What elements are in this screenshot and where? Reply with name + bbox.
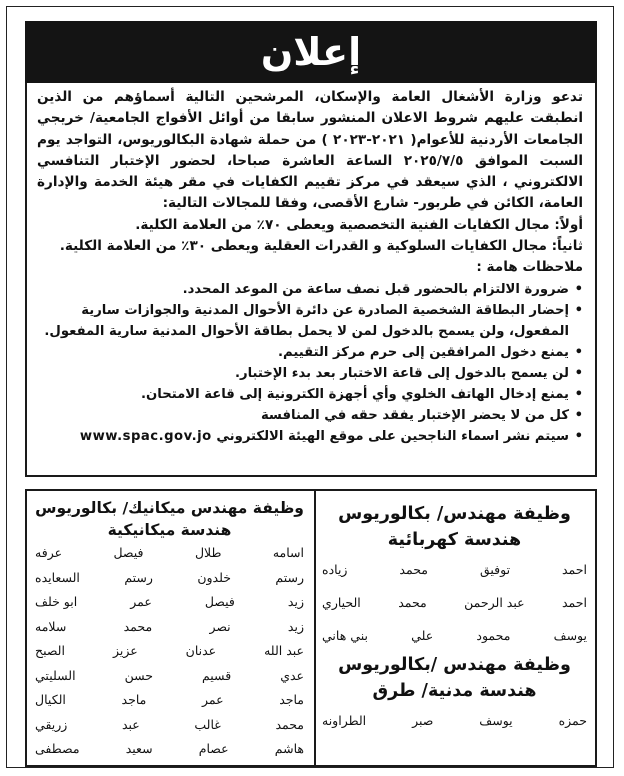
civil-job-title: وظيفة مهندس /بكالوريوس هندسة مدنية/ طرق [338,655,571,701]
candidate-row [35,713,304,738]
candidate-name-part: محمد [123,618,153,634]
candidate-row [35,639,304,664]
candidate-name-part: سعيد [125,741,153,756]
candidate-name-part: ماجد [121,692,147,707]
candidate-name-part: مصطفى [35,741,80,756]
candidate-name-part: ماجد [279,692,304,707]
candidate-name-part: عبد الرحمن [464,595,525,610]
candidate-name-part: الكيال [35,692,66,707]
electrical-names-list [322,553,587,652]
candidate-name-part: غالب [194,716,221,732]
candidate-name-part: سلامه [35,618,67,634]
website-note-text: سيتم نشر اسماء الناجحين على موقع الهيئة الالكتروني [216,428,569,444]
candidate-name-part: زيد [287,594,304,609]
electrical-job-title: وظيفة مهندس/ بكالوريوس هندسة كهربائية [338,504,571,550]
candidate-name-part: عزيز [112,643,138,658]
candidate-name-part: بني هاني [322,628,368,643]
candidate-name-part: احمد [562,595,587,610]
mechanical-job-title: وظيفة مهندس ميكانيك/ بكالوريوس هندسة ميكانيكية [35,499,304,539]
candidate-name-part: نصر [209,618,231,634]
candidate-name-part: عبد الله [264,643,304,658]
note-item: • إحضار البطاقة الشخصية الصادرة عن دائرة الأحوال المدنية والجوازات سارية المفعول، ولن يسمح بالدخول لمن لا يحمل بطاقة الأحوال المدنية سارية المفعول. [37,300,583,342]
candidate-name-part: احمد [562,562,587,577]
candidate-name-part: محمد [399,562,428,577]
candidate-row [35,590,304,615]
candidate-name-part: عدي [280,667,304,683]
candidate-row [35,664,304,689]
candidate-name-part: الطراونه [322,713,367,728]
candidate-name-part: محمد [398,595,427,610]
candidate-name-part: توفيق [479,562,511,577]
candidate-row [322,586,587,619]
announcement-page [6,6,614,768]
intro-paragraph: تدعو وزارة الأشغال العامة والإسكان، المرشحين التالية أسماؤهم من الذين انطبقت عليهم شروط الاعلان المنشور سابقا من أوائل الأفواج الجامعية/ خريجي الجامعات الأردنية للأعوام( ٢٠٢١-٢٠٢٣ ) من حملة شهادة البكالوريوس، التواجد يوم السبت الموافق ٢٠٢٥/٧/٥ الساعة العاشرة صباحا، لحضور الإختبار التنافسي الالكتروني ، الذي سيعقد في مركز تقييم الكفايات في مقر هيئة الخدمة والإدارة العامة، الكائن في طربور- شارع الأقصى، وفقا للمجالات التالية: [37,89,584,212]
electrical-civil-column [315,489,597,767]
note-item: • ضرورة الالتزام بالحضور قبل نصف ساعة من الموعد المحدد. [37,279,583,300]
criteria-item: ثانياً: مجال الكفايات السلوكية و القدرات العقلية ويعطى ٣٠٪ من العلامة الكلية. [59,238,583,255]
note-item-website [37,426,583,447]
mechanical-names-list [35,541,304,762]
candidate-name-part: السليتي [35,667,76,683]
candidate-row [35,541,304,566]
mechanical-column [25,489,315,767]
candidate-name-part: الحياري [322,595,361,610]
note-item: • لن يسمح بالدخول إلى قاعة الاختبار بعد بدء الإختبار. [37,363,583,384]
candidate-row [35,615,304,640]
candidate-name-part: زريقي [35,716,68,732]
criteria-list [37,215,583,258]
candidate-row [35,566,304,591]
candidate-name-part: رستم [275,569,304,585]
note-item: • كل من لا يحضر الإختبار يفقد حقه في المنافسة [37,405,583,426]
candidate-name-part: يوسف [479,713,513,728]
title-banner [25,21,597,83]
candidate-row [35,688,304,713]
candidate-name-part: علي [411,628,434,643]
website-link[interactable]: www.spac.gov.jo [79,428,212,444]
candidate-name-part: حمزه [558,713,587,728]
notes-heading: ملاحظات هامة : [476,259,583,276]
candidate-name-part: رستم [124,569,153,585]
candidate-name-part: محمد [275,716,304,732]
candidate-name-part: محمود [476,628,511,643]
announcement-body [25,83,597,477]
notes-list [37,279,583,447]
candidate-name-part: زياده [322,562,348,577]
candidate-row [35,737,304,762]
candidate-row [322,704,587,737]
page-title: إعلان [260,30,362,74]
candidate-name-part: قسيم [201,667,232,683]
candidate-name-part: فيصل [204,594,235,609]
candidate-name-part: عمر [201,692,224,707]
candidate-name-part: صبر [412,713,434,728]
candidate-name-part: عدنان [185,643,217,658]
candidate-name-part: الصبح [35,643,65,658]
candidate-row [322,553,587,586]
candidate-name-part: خلدون [197,569,231,585]
candidate-name-part: عمر [130,594,152,609]
civil-names-list [322,704,587,737]
candidate-row [322,619,587,652]
note-item: • يمنع إدخال الهاتف الخلوي وأي أجهزة الكترونية إلى قاعة الامتحان. [37,384,583,405]
candidate-name-part: السعايده [35,569,80,585]
candidate-name-part: يوسف [553,628,587,643]
candidate-lists [25,489,597,767]
candidate-name-part: طلال [194,545,222,560]
candidate-name-part: عرفه [35,545,63,560]
candidate-name-part: حسن [124,667,153,683]
candidate-name-part: فيصل [113,545,144,560]
note-item: • يمنع دخول المرافقين إلى حرم مركز التقييم. [37,342,583,363]
candidate-name-part: اسامه [272,545,304,560]
criteria-item: أولاً: مجال الكفايات الفنية التخصصية ويعطى ٧٠٪ من العلامة الكلية. [135,216,583,233]
candidate-name-part: هاشم [274,741,304,756]
candidate-name-part: عبد [121,716,140,732]
candidate-name-part: زيد [287,618,304,634]
candidate-name-part: ابو خلف [35,594,78,609]
candidate-name-part: عصام [198,741,229,756]
